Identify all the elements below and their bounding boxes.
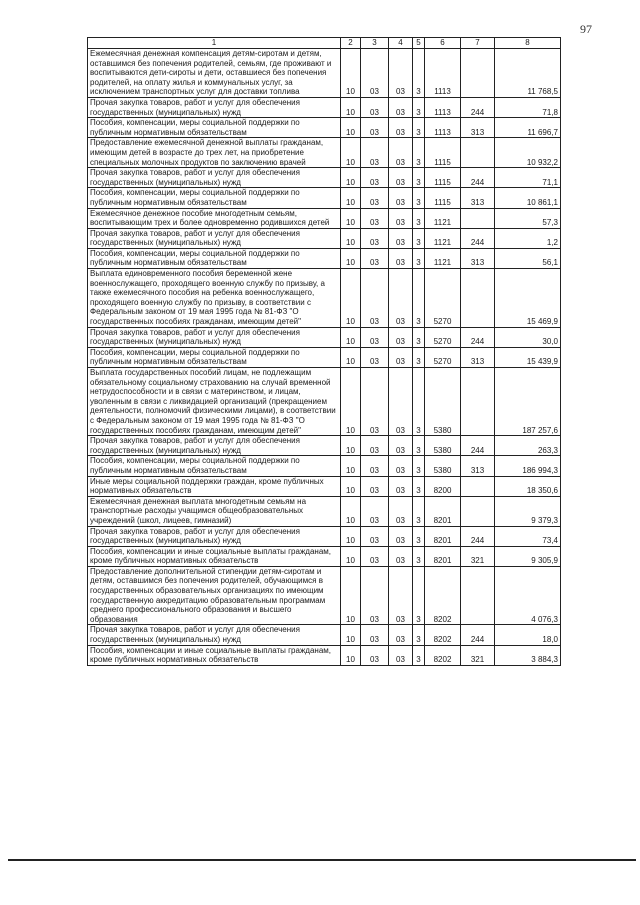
row-code-2: 10 xyxy=(341,168,361,188)
table-row xyxy=(88,49,561,98)
row-code-3: 03 xyxy=(361,138,389,168)
row-code-5: 3 xyxy=(413,456,425,476)
row-code-2: 10 xyxy=(341,368,361,436)
row-amount: 11 768,5 xyxy=(495,49,561,98)
column-header: 4 xyxy=(389,38,413,49)
table-body xyxy=(88,49,561,666)
row-code-7 xyxy=(461,138,495,168)
row-code-3: 03 xyxy=(361,456,389,476)
row-code-2: 10 xyxy=(341,625,361,645)
row-code-5: 3 xyxy=(413,138,425,168)
row-amount: 9 305,9 xyxy=(495,546,561,566)
row-code-5: 3 xyxy=(413,208,425,228)
column-header: 7 xyxy=(461,38,495,49)
row-code-3: 03 xyxy=(361,566,389,625)
row-code-6: 5380 xyxy=(425,456,461,476)
row-code-4: 03 xyxy=(389,436,413,456)
row-code-2: 10 xyxy=(341,546,361,566)
row-code-7: 244 xyxy=(461,228,495,248)
row-code-2: 10 xyxy=(341,456,361,476)
row-description: Предоставление ежемесячной денежной выплаты гражданам, имеющим детей в возрасте до трех лет, на приобретение специальных молочных продуктов по заключению врачей xyxy=(88,138,341,168)
row-code-4: 03 xyxy=(389,566,413,625)
row-description: Прочая закупка товаров, работ и услуг для обеспечения государственных (муниципальных) нужд xyxy=(88,625,341,645)
row-code-7: 244 xyxy=(461,168,495,188)
row-code-5: 3 xyxy=(413,546,425,566)
table-row xyxy=(88,97,561,117)
row-description: Пособия, компенсации, меры социальной поддержки по публичным нормативным обязательствам xyxy=(88,118,341,138)
row-description: Пособия, компенсации и иные социальные выплаты гражданам, кроме публичных нормативных обязательств xyxy=(88,645,341,665)
row-code-3: 03 xyxy=(361,368,389,436)
row-code-2: 10 xyxy=(341,97,361,117)
row-code-2: 10 xyxy=(341,138,361,168)
row-amount: 11 696,7 xyxy=(495,118,561,138)
row-description: Выплата единовременного пособия беременной жене военнослужащего, проходящего военную службу по призыву, а также ежемесячного пособия на ребенка военнослужащего, проходящего военную службу по призыву, в соответствии с Федеральным законом от 19 мая 1995 года № 81-ФЗ "О государственных пособиях гражданам, имеющим детей" xyxy=(88,269,341,328)
table-row xyxy=(88,476,561,496)
row-code-4: 03 xyxy=(389,645,413,665)
column-header: 8 xyxy=(495,38,561,49)
row-code-2: 10 xyxy=(341,496,361,526)
row-description: Пособия, компенсации, меры социальной поддержки по публичным нормативным обязательствам xyxy=(88,456,341,476)
row-code-2: 10 xyxy=(341,248,361,268)
row-code-7: 313 xyxy=(461,118,495,138)
row-code-3: 03 xyxy=(361,188,389,208)
row-amount: 263,3 xyxy=(495,436,561,456)
row-code-6: 8202 xyxy=(425,625,461,645)
row-code-6: 5270 xyxy=(425,347,461,367)
row-amount: 10 932,2 xyxy=(495,138,561,168)
row-code-5: 3 xyxy=(413,228,425,248)
column-header: 1 xyxy=(88,38,341,49)
row-code-3: 03 xyxy=(361,327,389,347)
row-code-4: 03 xyxy=(389,347,413,367)
row-code-7: 244 xyxy=(461,625,495,645)
row-code-4: 03 xyxy=(389,546,413,566)
row-description: Прочая закупка товаров, работ и услуг для обеспечения государственных (муниципальных) нужд xyxy=(88,97,341,117)
row-code-7: 244 xyxy=(461,327,495,347)
row-amount: 71,8 xyxy=(495,97,561,117)
row-code-6: 8202 xyxy=(425,566,461,625)
table-row xyxy=(88,645,561,665)
row-code-7 xyxy=(461,269,495,328)
row-amount: 71,1 xyxy=(495,168,561,188)
row-code-5: 3 xyxy=(413,248,425,268)
row-code-6: 5270 xyxy=(425,327,461,347)
table-row xyxy=(88,526,561,546)
row-code-2: 10 xyxy=(341,476,361,496)
row-description: Прочая закупка товаров, работ и услуг для обеспечения государственных (муниципальных) нужд xyxy=(88,327,341,347)
page-number: 97 xyxy=(580,22,592,36)
row-description: Выплата государственных пособий лицам, не подлежащим обязательному социальному страхованию на случай временной нетрудоспособности и в связи с материнством, и лицам, уволенным в связи с ликвидацией организаций (прекращением деятельности, полномочий физическими лицами), в соответствии с Федеральным законом от 19 мая 1995 года № 81-ФЗ "О государственных пособиях гражданам, имеющим детей" xyxy=(88,368,341,436)
row-code-3: 03 xyxy=(361,269,389,328)
row-code-7 xyxy=(461,566,495,625)
row-code-5: 3 xyxy=(413,327,425,347)
table-row xyxy=(88,168,561,188)
row-amount: 18 350,6 xyxy=(495,476,561,496)
row-description: Ежемесячное денежное пособие многодетным семьям, воспитывающим трех и более одновременно родившихся детей xyxy=(88,208,341,228)
row-amount: 15 469,9 xyxy=(495,269,561,328)
row-code-5: 3 xyxy=(413,118,425,138)
table-row xyxy=(88,347,561,367)
row-description: Ежемесячная денежная выплата многодетным семьям на транспортные расходы учащимся общеобразовательных учреждений (школ, лицеев, гимназий) xyxy=(88,496,341,526)
row-code-5: 3 xyxy=(413,476,425,496)
row-code-7: 313 xyxy=(461,456,495,476)
row-code-2: 10 xyxy=(341,118,361,138)
table-row xyxy=(88,248,561,268)
row-code-2: 10 xyxy=(341,208,361,228)
row-amount: 186 994,3 xyxy=(495,456,561,476)
row-code-6: 1113 xyxy=(425,118,461,138)
row-description: Ежемесячная денежная компенсация детям-сиротам и детям, оставшимся без попечения родителей, семьям, где проживают и воспитываются дети-сироты и дети, оставшиеся без попечения родителей, на оплату жилья и коммунальных услуг, за исключением транспортных услуг для доставки топлива xyxy=(88,49,341,98)
row-code-6: 1113 xyxy=(425,49,461,98)
row-code-7: 313 xyxy=(461,347,495,367)
row-code-5: 3 xyxy=(413,436,425,456)
row-code-4: 03 xyxy=(389,496,413,526)
row-code-2: 10 xyxy=(341,228,361,248)
row-code-3: 03 xyxy=(361,49,389,98)
row-code-4: 03 xyxy=(389,248,413,268)
row-code-2: 10 xyxy=(341,188,361,208)
row-amount: 187 257,6 xyxy=(495,368,561,436)
row-description: Пособия, компенсации, меры социальной поддержки по публичным нормативным обязательствам xyxy=(88,188,341,208)
table-row xyxy=(88,456,561,476)
table-row xyxy=(88,327,561,347)
row-code-4: 03 xyxy=(389,138,413,168)
row-description: Прочая закупка товаров, работ и услуг для обеспечения государственных (муниципальных) нужд xyxy=(88,436,341,456)
row-description: Предоставление дополнительной стипендии детям-сиротам и детям, оставшимся без попечения родителей, обучающимся в государственных образовательных организациях по имеющим государственную аккредитацию образовательным программам среднего профессионального образования и высшего образования xyxy=(88,566,341,625)
row-description: Пособия, компенсации и иные социальные выплаты гражданам, кроме публичных нормативных обязательств xyxy=(88,546,341,566)
row-amount: 57,3 xyxy=(495,208,561,228)
row-code-6: 8201 xyxy=(425,526,461,546)
row-code-4: 03 xyxy=(389,625,413,645)
row-code-4: 03 xyxy=(389,118,413,138)
table-row xyxy=(88,228,561,248)
row-description: Прочая закупка товаров, работ и услуг для обеспечения государственных (муниципальных) нужд xyxy=(88,228,341,248)
row-code-6: 1121 xyxy=(425,228,461,248)
bottom-rule xyxy=(8,859,636,861)
row-code-6: 5270 xyxy=(425,269,461,328)
table-row xyxy=(88,546,561,566)
row-code-3: 03 xyxy=(361,546,389,566)
table-row xyxy=(88,208,561,228)
table-row xyxy=(88,188,561,208)
row-code-3: 03 xyxy=(361,228,389,248)
row-code-2: 10 xyxy=(341,269,361,328)
row-code-7: 244 xyxy=(461,97,495,117)
row-code-4: 03 xyxy=(389,49,413,98)
row-amount: 15 439,9 xyxy=(495,347,561,367)
row-code-3: 03 xyxy=(361,526,389,546)
row-amount: 3 884,3 xyxy=(495,645,561,665)
row-code-6: 5380 xyxy=(425,368,461,436)
row-code-4: 03 xyxy=(389,188,413,208)
row-code-3: 03 xyxy=(361,645,389,665)
row-code-7: 244 xyxy=(461,526,495,546)
row-description: Пособия, компенсации, меры социальной поддержки по публичным нормативным обязательствам xyxy=(88,248,341,268)
header-row xyxy=(88,38,561,49)
row-code-5: 3 xyxy=(413,496,425,526)
row-code-7: 244 xyxy=(461,436,495,456)
row-code-3: 03 xyxy=(361,168,389,188)
row-code-4: 03 xyxy=(389,476,413,496)
row-code-6: 5380 xyxy=(425,436,461,456)
row-code-6: 8201 xyxy=(425,546,461,566)
row-code-4: 03 xyxy=(389,269,413,328)
row-code-7 xyxy=(461,476,495,496)
column-header: 5 xyxy=(413,38,425,49)
row-code-3: 03 xyxy=(361,208,389,228)
row-code-5: 3 xyxy=(413,645,425,665)
row-code-3: 03 xyxy=(361,476,389,496)
row-code-2: 10 xyxy=(341,645,361,665)
row-code-3: 03 xyxy=(361,97,389,117)
row-code-5: 3 xyxy=(413,188,425,208)
table-row xyxy=(88,625,561,645)
row-code-6: 1121 xyxy=(425,208,461,228)
row-code-7: 321 xyxy=(461,546,495,566)
row-code-4: 03 xyxy=(389,456,413,476)
budget-table xyxy=(87,37,561,666)
row-code-3: 03 xyxy=(361,625,389,645)
row-amount: 10 861,1 xyxy=(495,188,561,208)
row-code-6: 8202 xyxy=(425,645,461,665)
row-description: Иные меры социальной поддержки граждан, кроме публичных нормативных обязательств xyxy=(88,476,341,496)
row-code-5: 3 xyxy=(413,168,425,188)
row-code-3: 03 xyxy=(361,496,389,526)
row-code-2: 10 xyxy=(341,526,361,546)
row-code-6: 8200 xyxy=(425,476,461,496)
row-code-2: 10 xyxy=(341,347,361,367)
row-code-6: 1115 xyxy=(425,188,461,208)
row-code-7 xyxy=(461,496,495,526)
row-code-6: 1121 xyxy=(425,248,461,268)
row-description: Прочая закупка товаров, работ и услуг для обеспечения государственных (муниципальных) нужд xyxy=(88,168,341,188)
row-code-3: 03 xyxy=(361,118,389,138)
row-code-6: 1115 xyxy=(425,168,461,188)
row-code-5: 3 xyxy=(413,347,425,367)
table-row xyxy=(88,138,561,168)
row-code-2: 10 xyxy=(341,566,361,625)
table-row xyxy=(88,118,561,138)
row-amount: 56,1 xyxy=(495,248,561,268)
table-row xyxy=(88,436,561,456)
row-code-2: 10 xyxy=(341,327,361,347)
row-code-3: 03 xyxy=(361,347,389,367)
row-code-7: 313 xyxy=(461,248,495,268)
row-code-5: 3 xyxy=(413,526,425,546)
row-code-4: 03 xyxy=(389,168,413,188)
row-code-2: 10 xyxy=(341,436,361,456)
table-row xyxy=(88,269,561,328)
row-amount: 4 076,3 xyxy=(495,566,561,625)
table-row xyxy=(88,496,561,526)
row-code-4: 03 xyxy=(389,228,413,248)
row-code-6: 1115 xyxy=(425,138,461,168)
row-code-4: 03 xyxy=(389,526,413,546)
row-amount: 9 379,3 xyxy=(495,496,561,526)
row-code-6: 1113 xyxy=(425,97,461,117)
row-code-4: 03 xyxy=(389,327,413,347)
row-code-2: 10 xyxy=(341,49,361,98)
column-header: 6 xyxy=(425,38,461,49)
row-code-7: 313 xyxy=(461,188,495,208)
row-code-4: 03 xyxy=(389,208,413,228)
row-amount: 30,0 xyxy=(495,327,561,347)
column-header: 3 xyxy=(361,38,389,49)
row-code-4: 03 xyxy=(389,97,413,117)
row-code-5: 3 xyxy=(413,566,425,625)
row-description: Прочая закупка товаров, работ и услуг для обеспечения государственных (муниципальных) нужд xyxy=(88,526,341,546)
row-code-7: 321 xyxy=(461,645,495,665)
row-code-7 xyxy=(461,208,495,228)
row-amount: 73,4 xyxy=(495,526,561,546)
table-row xyxy=(88,368,561,436)
row-code-3: 03 xyxy=(361,436,389,456)
row-code-7 xyxy=(461,49,495,98)
row-amount: 18,0 xyxy=(495,625,561,645)
row-code-5: 3 xyxy=(413,97,425,117)
row-code-7 xyxy=(461,368,495,436)
row-code-5: 3 xyxy=(413,269,425,328)
row-code-5: 3 xyxy=(413,49,425,98)
row-description: Пособия, компенсации, меры социальной поддержки по публичным нормативным обязательствам xyxy=(88,347,341,367)
row-code-4: 03 xyxy=(389,368,413,436)
row-code-5: 3 xyxy=(413,625,425,645)
row-code-5: 3 xyxy=(413,368,425,436)
row-amount: 1,2 xyxy=(495,228,561,248)
row-code-6: 8201 xyxy=(425,496,461,526)
column-header: 2 xyxy=(341,38,361,49)
row-code-3: 03 xyxy=(361,248,389,268)
table-row xyxy=(88,566,561,625)
